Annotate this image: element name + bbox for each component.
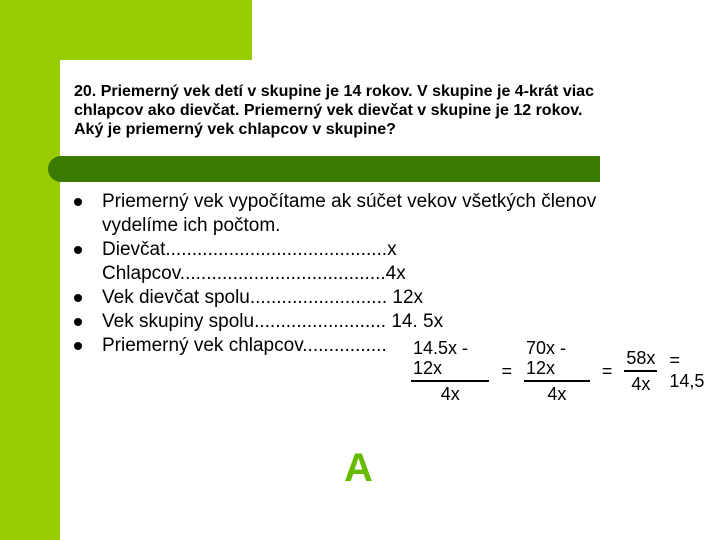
left-accent-band <box>0 0 60 540</box>
bullet-text-continued: Chlapcov.......................................4x <box>102 263 406 284</box>
bullet-list <box>74 190 694 358</box>
bullet-item <box>74 310 694 334</box>
bullet-text-continued: vydelíme ich počtom. <box>102 215 281 236</box>
bullet-dot-icon <box>74 294 82 302</box>
bullet-text: Vek dievčat spolu.......................... 12x <box>102 287 424 308</box>
question-text: 20. Priemerný vek detí v skupine je 14 rokov. V skupine je 4-krát viac chlapcov ako dievčat. Priemerný vek dievčat v skupine je 12 rokov. Aký je priemerný vek chlapcov v skupine? <box>74 83 594 138</box>
bullet-item <box>74 238 694 286</box>
equals-sign: = <box>501 360 512 381</box>
answer-letter: A <box>344 446 373 490</box>
top-accent-block <box>0 0 252 60</box>
bullet-text: Priemerný vek chlapcov................ <box>102 335 387 356</box>
fraction-denominator: 4x <box>440 384 460 404</box>
bullet-dot-icon <box>74 198 82 206</box>
bullet-item <box>74 190 694 238</box>
fraction-numerator: 70x - 12x <box>524 338 590 382</box>
fraction-numerator: 58x <box>624 348 657 372</box>
fraction <box>411 338 489 404</box>
fraction-numerator: 14.5x - 12x <box>411 338 489 382</box>
bullet-dot-icon <box>74 342 82 350</box>
fraction <box>524 338 590 404</box>
bullet-dot-icon <box>74 246 82 254</box>
bullet-text: Dievčat..........................................x <box>102 239 397 260</box>
formula <box>407 338 720 404</box>
fraction-denominator: 4x <box>547 384 567 404</box>
fraction-denominator: 4x <box>631 374 651 394</box>
bullet-text: Priemerný vek vypočítame ak súčet vekov všetkých členov <box>102 191 597 212</box>
equals-sign: = <box>601 360 613 381</box>
result: = 14,5 <box>669 350 705 391</box>
bullet-text: Vek skupiny spolu......................... 14. 5x <box>102 311 444 332</box>
bullet-dot-icon <box>74 318 82 326</box>
fraction <box>624 348 657 394</box>
divider-bar <box>60 156 600 182</box>
bullet-item <box>74 286 694 310</box>
